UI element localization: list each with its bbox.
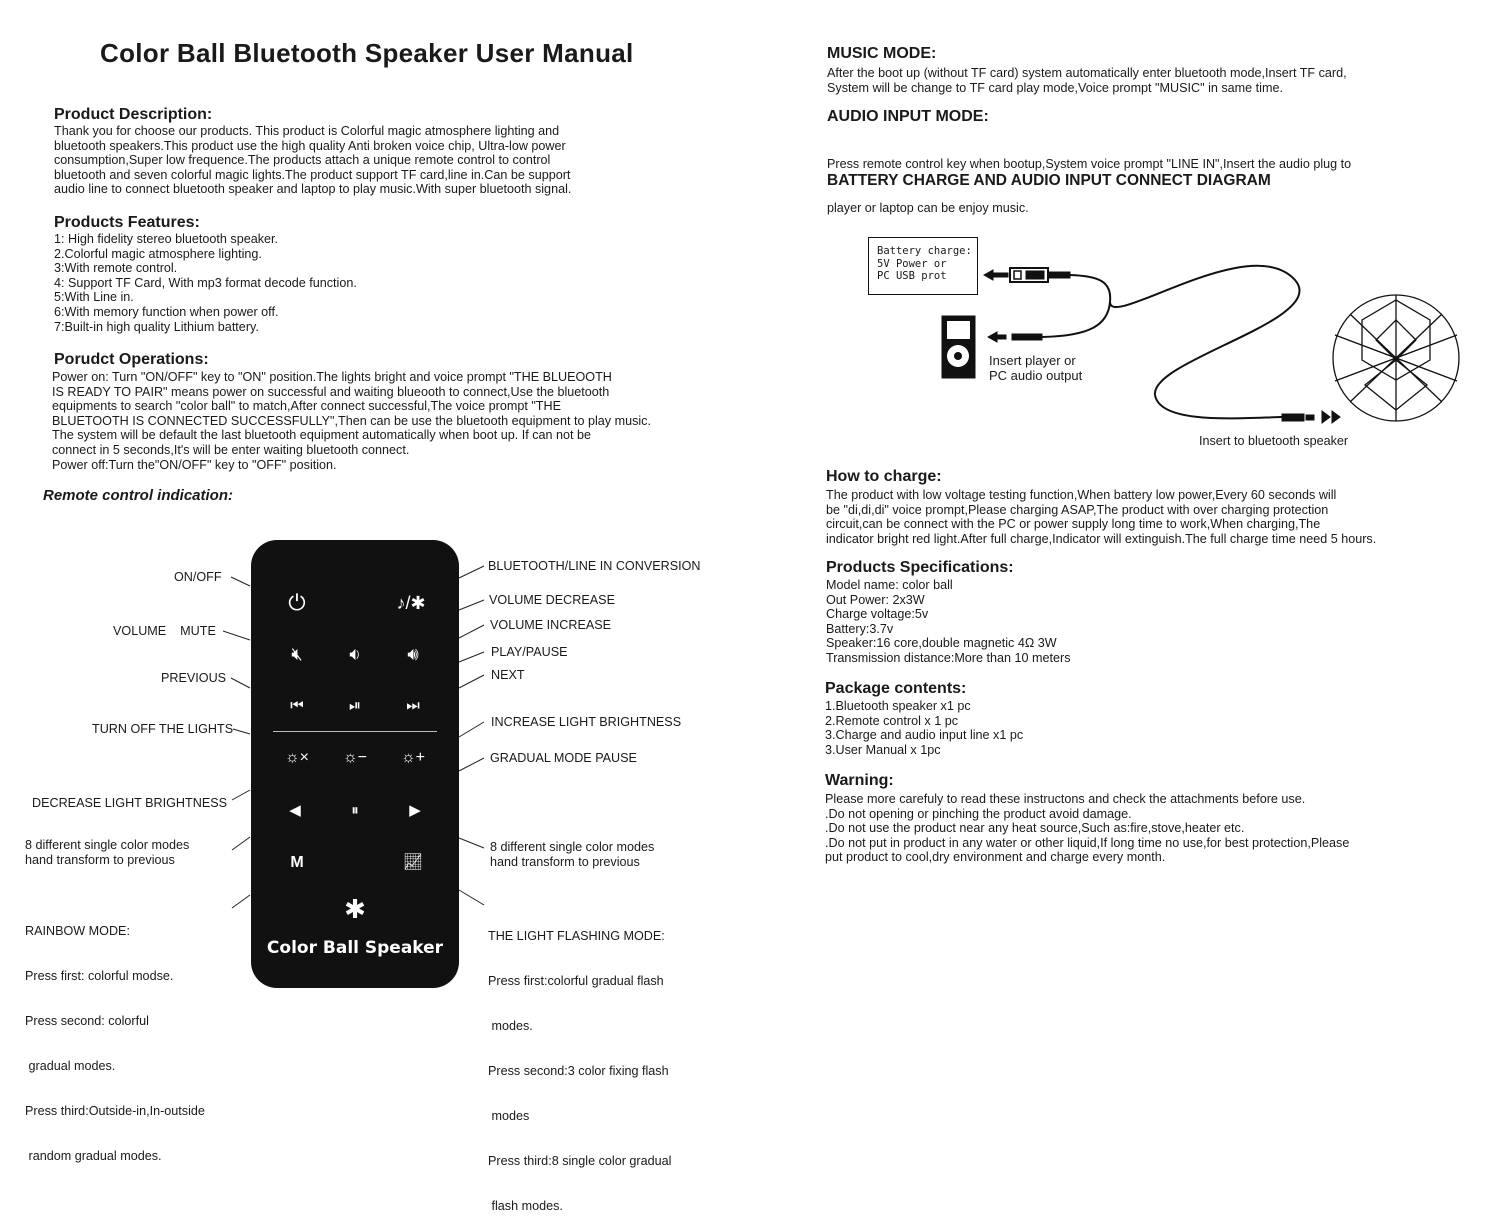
label-turn-off-lights: TURN OFF THE LIGHTS	[92, 722, 234, 736]
label-on-off: ON/OFF	[174, 570, 222, 584]
package-list	[825, 699, 1023, 757]
package-heading: Package contents:	[825, 680, 967, 697]
bluetooth-icon[interactable]: ✱	[344, 894, 366, 924]
text-line: hand transform to previous	[490, 855, 640, 869]
text-line: The product with low voltage testing function,When battery low power,Every 60 seconds will	[826, 488, 1337, 502]
list-item: Battery:3.7v	[826, 621, 894, 636]
play-pause-button[interactable]: ⏯	[348, 697, 361, 714]
features-heading: Products Features:	[54, 214, 200, 231]
list-item: 3.User Manual x 1pc	[825, 742, 941, 757]
text-line: modes	[488, 1109, 530, 1123]
text-line: equipments to search "color ball" to match,After connect successful,The voice prompt "THE	[52, 399, 561, 414]
label-next: NEXT	[491, 668, 525, 682]
light-decrease-button[interactable]: ☼−	[342, 749, 367, 766]
plug-tip	[1306, 415, 1314, 420]
warning-text	[825, 792, 1349, 865]
text-line: Press remote control key when bootup,System voice prompt "LINE IN",Insert the audio plug to	[827, 157, 1352, 172]
text-line: gradual modes.	[25, 1059, 116, 1073]
text-line: The system will be default the last bluetooth equipment automatically when boot up. If can not be	[52, 428, 592, 443]
label-play-pause: PLAY/PAUSE	[491, 645, 568, 659]
text-line: BLUETOOTH IS CONNECTED SUCCESSFULLY",Then can be use the bluetooth equipment to play music.	[52, 413, 651, 428]
list-item: Out Power: 2x3W	[826, 592, 925, 607]
text-line: random gradual modes.	[25, 1149, 162, 1163]
audio-input-heading: AUDIO INPUT MODE:	[827, 108, 989, 125]
text-line: audio line to connect bluetooth speaker and laptop to play music.With super bluetooth signal.	[54, 182, 572, 197]
gradual-pause-button[interactable]: ⏸	[351, 802, 359, 819]
text-line: flash modes.	[488, 1199, 563, 1213]
text-line: be "di,di,di" voice prompt,Please charging ASAP,The product with over charging protection	[826, 502, 1329, 517]
arrow-icon	[1332, 411, 1340, 423]
label-volume-increase: VOLUME INCREASE	[490, 618, 612, 632]
list-item: 2.Remote control x 1 pc	[825, 713, 958, 728]
usb-neck	[1048, 272, 1070, 278]
remote-brand-name: Color Ball Speaker	[266, 938, 444, 958]
list-item: Model name: color ball	[826, 578, 953, 592]
text-line: Press first:colorful gradual flash	[488, 974, 664, 988]
list-item: 7:Built-in high quality Lithium battery.	[54, 319, 259, 334]
mode-left-button[interactable]: ◀	[289, 802, 301, 819]
arrow-shaft	[998, 335, 1006, 339]
label-volume-decrease: VOLUME DECREASE	[489, 593, 615, 607]
diagram-heading: BATTERY CHARGE AND AUDIO INPUT CONNECT DIAGRAM	[827, 172, 1271, 189]
arrow-icon	[984, 270, 993, 280]
charge-heading: How to charge:	[826, 468, 942, 485]
text-line: Press second: colorful	[25, 1014, 149, 1028]
charge-text	[826, 488, 1376, 546]
label-increase-brightness: INCREASE LIGHT BRIGHTNESS	[491, 715, 682, 729]
next-button[interactable]: ⏭	[406, 697, 420, 714]
text-line: Power off:Turn the"ON/OFF" key to "OFF" position.	[52, 457, 337, 472]
volume-up-button[interactable]: 🔊︎	[407, 644, 419, 664]
text-line: .Do not opening or pinching the product avoid damage.	[825, 806, 1132, 821]
bluetooth-line-button[interactable]: ♪/✱	[396, 593, 426, 613]
list-item: 3.Charge and audio input line x1 pc	[825, 728, 1024, 743]
cable	[1110, 266, 1300, 419]
manual-title: Color Ball Bluetooth Speaker User Manual	[100, 38, 634, 68]
operations-heading: Porudct Operations:	[54, 351, 209, 368]
text-line: 5V Power or	[877, 257, 947, 270]
warning-heading: Warning:	[825, 772, 894, 789]
text-line: Insert player or	[989, 353, 1076, 368]
list-item: 1: High fidelity stereo bluetooth speaker.	[54, 232, 279, 246]
mute-button[interactable]: 🔇︎	[291, 644, 303, 664]
label-gradual-pause: GRADUAL MODE PAUSE	[490, 751, 637, 765]
text-line: THE LIGHT FLASHING MODE:	[488, 929, 665, 943]
speaker-ball-icon	[1333, 295, 1459, 421]
text-line: hand transform to previous	[25, 853, 175, 867]
text-line: .Do not put in product in any water or other liquid,If long time no use,for best protection,Please	[825, 835, 1350, 850]
label-volume-mute: VOLUME MUTE	[113, 624, 216, 638]
previous-button[interactable]: ⏮	[290, 697, 304, 714]
light-increase-button[interactable]: ☼+	[400, 749, 425, 766]
text-line: Press first: colorful modse.	[25, 969, 174, 983]
text-line: indicator bright red light.After full charge,Indicator will extinguish.The full charge time need 5 hours.	[826, 531, 1377, 546]
power-button[interactable]: ⏻	[288, 590, 306, 615]
text-line: .Do not use the product near any heat source,Such as:fire,stove,heater etc.	[825, 821, 1245, 836]
text-line: put product to cool,dry environment and charge every month.	[825, 850, 1166, 865]
text-line: Please more carefuly to read these instructons and check the attachments before use.	[825, 792, 1306, 806]
text-line: System will be change to TF card play mode,Voice prompt "MUSIC" in same time.	[827, 80, 1283, 95]
speaker-caption: Insert to bluetooth speaker	[1199, 434, 1349, 448]
arrow-icon	[988, 332, 997, 342]
player-screen	[947, 321, 970, 339]
rainbow-mode-button[interactable]: M	[290, 854, 304, 871]
arrow-shaft	[994, 273, 1008, 277]
list-item: Charge voltage:5v	[826, 607, 929, 622]
text-line: PC audio output	[989, 368, 1083, 383]
text-line: modes.	[488, 1019, 533, 1033]
label-previous: PREVIOUS	[161, 671, 227, 685]
arrow-icon	[1322, 411, 1330, 423]
text-line: After the boot up (without TF card) system automatically enter bluetooth mode,Insert TF card,	[827, 66, 1347, 80]
text-line: Battery charge:	[877, 245, 972, 257]
text-line: 8 different single color modes	[490, 840, 655, 854]
description-heading: Product Description:	[54, 106, 213, 123]
text-line: connect in 5 seconds,It's will be enter waiting bluetooth connect.	[52, 442, 410, 457]
volume-down-button[interactable]: 🔉︎	[349, 644, 361, 664]
usb-body	[1026, 271, 1044, 279]
text-line: Thank you for choose our products. This product is Colorful magic atmosphere lighting and	[54, 124, 560, 138]
player-caption	[989, 353, 1082, 383]
light-off-button[interactable]: ☼×	[284, 749, 309, 766]
list-item: 6:With memory function when power off.	[54, 304, 279, 319]
text-line: 8 different single color modes	[25, 838, 190, 852]
text-line: Press third:8 single color gradual	[488, 1154, 672, 1168]
text-line: Press third:Outside-in,In-outside	[25, 1104, 205, 1118]
text-line: Press second:3 color fixing flash	[488, 1064, 669, 1078]
player-wheel-center	[954, 352, 962, 360]
text-line: IS READY TO PAIR" means power on successful and waiting blueooth to connect,Use the bluetooth	[52, 384, 610, 399]
label-bluetooth-line-in: BLUETOOTH/LINE IN CONVERSION	[488, 559, 701, 573]
text-line: PC USB prot	[877, 270, 947, 282]
text-line: Power on: Turn "ON/OFF" key to "ON" position.The lights bright and voice prompt "THE BLUEOOTH	[52, 370, 612, 384]
mode-right-button[interactable]: ▶	[409, 802, 421, 819]
text-line: player or laptop can be enjoy music.	[827, 200, 1029, 215]
list-item: 1.Bluetooth speaker x1 pc	[825, 699, 971, 713]
list-item: 2.Colorful magic atmosphere lighting.	[54, 246, 262, 261]
flash-mode-button[interactable]: 📈︎	[402, 854, 424, 871]
specs-list	[826, 578, 1071, 666]
text-line: circuit,can be connect with the PC or power supply long time to work,When charging,The	[826, 517, 1321, 532]
audio-plug-icon	[1012, 334, 1042, 340]
audio-plug-icon	[1282, 414, 1304, 421]
cable	[1042, 275, 1110, 337]
specs-heading: Products Specifications:	[826, 559, 1014, 576]
text-line: bluetooth speakers.This product use the high quality Anti broken voice chip, Ultra-low power	[54, 138, 566, 153]
text-line: bluetooth and seven colorful magic lights.The product support TF card,line in.Can be support	[54, 167, 571, 182]
list-item: 3:With remote control.	[54, 261, 178, 276]
list-item: 5:With Line in.	[54, 290, 134, 305]
list-item: 4: Support TF Card, With mp3 format decode function.	[54, 275, 357, 290]
label-decrease-brightness: DECREASE LIGHT BRIGHTNESS	[32, 796, 228, 810]
music-mode-heading: MUSIC MODE:	[827, 45, 937, 62]
list-item: Speaker:16 core,double magnetic 4Ω 3W	[826, 636, 1057, 651]
list-item: Transmission distance:More than 10 meters	[826, 650, 1071, 665]
text-line: RAINBOW MODE:	[25, 924, 130, 938]
text-line: consumption,Super low frequence.The products attach a unique remote control to control	[54, 153, 551, 168]
remote-heading: Remote control indication:	[43, 487, 234, 504]
